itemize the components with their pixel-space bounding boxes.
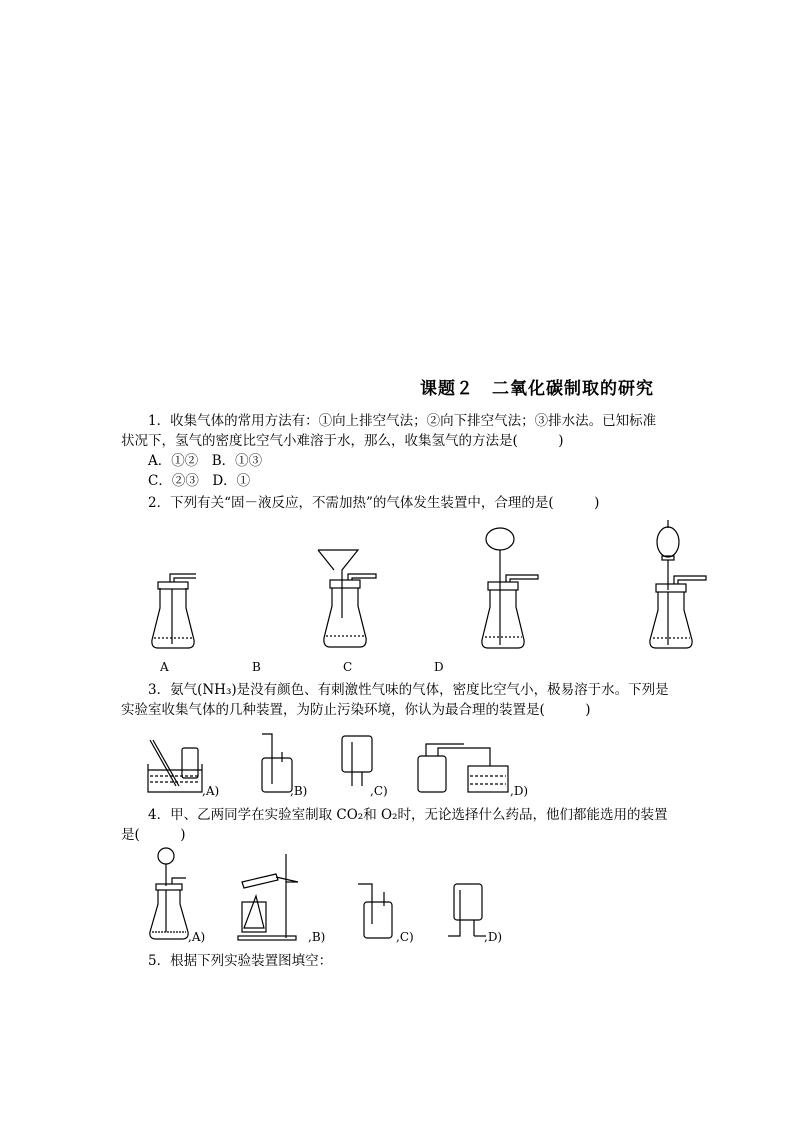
q2-flask-a-figure xyxy=(146,568,206,653)
q2-label-d: D xyxy=(434,660,444,674)
q3-line2: 实验室收集气体的几种装置，为防止污染环境，你认为最合理的装置是( ) xyxy=(121,702,591,718)
q2-separatory-funnel-flask-d-figure xyxy=(644,520,714,655)
q1-options-cd: C．②③ D．① xyxy=(148,473,251,489)
q5-line1: 5．根据下列实验装置图填空： xyxy=(148,953,333,969)
q4-inverted-bottle-d-figure xyxy=(444,880,488,942)
q3-label-a: ,A) xyxy=(202,784,220,798)
q2-label-a: A xyxy=(160,660,169,674)
q4-bottle-c-figure xyxy=(356,880,398,942)
q2-thistle-flask-c-figure xyxy=(476,525,546,655)
q4-label-c: ,C) xyxy=(396,930,414,944)
q4-label-a: ,A) xyxy=(188,930,206,944)
q2-funnel-flask-b-figure xyxy=(314,548,384,653)
q4-label-d: ,D) xyxy=(484,930,503,944)
page-title: 课题２ 二氧化碳制取的研究 xyxy=(420,379,654,399)
q3-label-c: ,C) xyxy=(370,784,388,798)
q4-line2: 是( ) xyxy=(121,827,186,843)
q3-water-trough-a-figure xyxy=(146,738,236,796)
q1-options-ab: A．①② B．①③ xyxy=(148,453,263,469)
q3-label-d: ,D) xyxy=(510,784,529,798)
q1-line1: 1．收集气体的常用方法有：①向上排空气法；②向下排空气法；③排水法。已知标准 xyxy=(148,413,657,429)
q4-line1: 4．甲、乙两同学在实验室制取 CO₂和 O₂时，无论选择什么药品，他们都能选用的装置 xyxy=(148,807,668,823)
q1-line2: 状况下，氢气的密度比空气小难溶于水，那么，收集氢气的方法是( ) xyxy=(121,433,564,449)
q2-line1: 2．下列有关“固－液反应，不需加热”的气体发生装置中，合理的是( ) xyxy=(148,495,600,511)
q3-line1: 3．氨气(NH₃)是没有颜色、有刺激性气味的气体，密度比空气小，极易溶于水。下列是 xyxy=(148,682,669,698)
q3-label-b: ,B) xyxy=(290,784,308,798)
q2-label-b: B xyxy=(252,660,261,674)
q4-heating-setup-b-figure xyxy=(236,852,316,942)
q3-bottle-beaker-d-figure xyxy=(414,738,518,796)
q4-thistle-flask-a-figure xyxy=(146,846,206,942)
q2-label-c: C xyxy=(343,660,353,674)
q4-label-b: ,B) xyxy=(308,930,326,944)
